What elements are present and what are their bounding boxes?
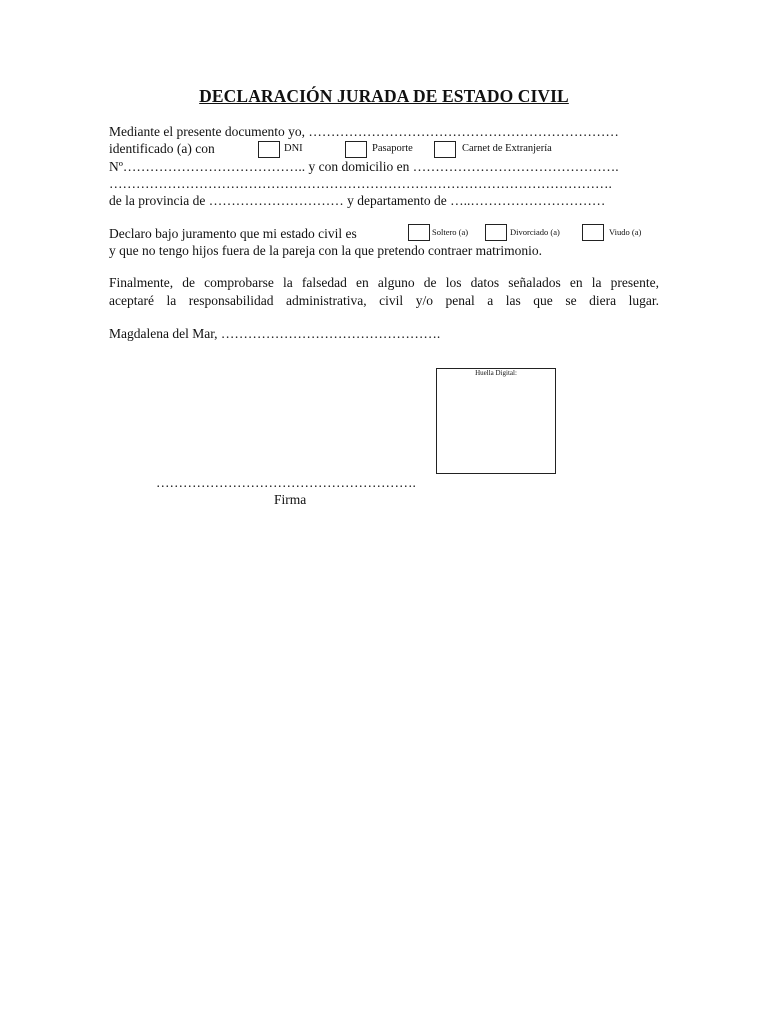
fingerprint-box[interactable] xyxy=(436,368,556,474)
viudo-checkbox[interactable] xyxy=(582,224,604,241)
fingerprint-label: Huella Digital: xyxy=(475,369,517,377)
dni-checkbox[interactable] xyxy=(258,141,280,158)
address-continuation-line: …………………………………………………………………………………………………. xyxy=(109,176,612,191)
civil-status-label: Declaro bajo juramento que mi estado civil es xyxy=(109,226,357,241)
number-address-line: Nº………………………………….. y con domicilio en ………………………………………. xyxy=(109,159,619,174)
divorciado-label: Divorciado (a) xyxy=(510,227,560,237)
place-date-line: Magdalena del Mar, …………………………………………. xyxy=(109,326,441,341)
carnet-checkbox[interactable] xyxy=(434,141,456,158)
signature-label: Firma xyxy=(274,492,307,507)
pasaporte-checkbox[interactable] xyxy=(345,141,367,158)
no-children-line: y que no tengo hijos fuera de la pareja con la que pretendo contraer matrimonio. xyxy=(109,243,542,258)
document-title: DECLARACIÓN JURADA DE ESTADO CIVIL xyxy=(199,86,569,106)
signature-line[interactable]: …………………………………………………. xyxy=(156,475,416,490)
identity-line: Mediante el presente documento yo, …………………………………………………………… xyxy=(109,124,619,139)
pasaporte-label: Pasaporte xyxy=(372,143,413,154)
soltero-label: Soltero (a) xyxy=(432,227,469,237)
dni-label: DNI xyxy=(284,143,303,154)
divorciado-checkbox[interactable] xyxy=(485,224,507,241)
soltero-checkbox[interactable] xyxy=(408,224,430,241)
carnet-label: Carnet de Extranjería xyxy=(462,143,552,154)
identification-label: identificado (a) con xyxy=(109,141,215,156)
viudo-label: Viudo (a) xyxy=(609,227,642,237)
province-department-line: de la provincia de ………………………… y departamento de …..………………………… xyxy=(109,193,606,208)
falsity-paragraph-line-1: Finalmente, de comprobarse la falsedad en alguno de los datos señalados en la presente, xyxy=(109,275,659,290)
falsity-paragraph-line-2: aceptaré la responsabilidad administrativa, civil y/o penal a las que se diera lugar. xyxy=(109,293,659,308)
